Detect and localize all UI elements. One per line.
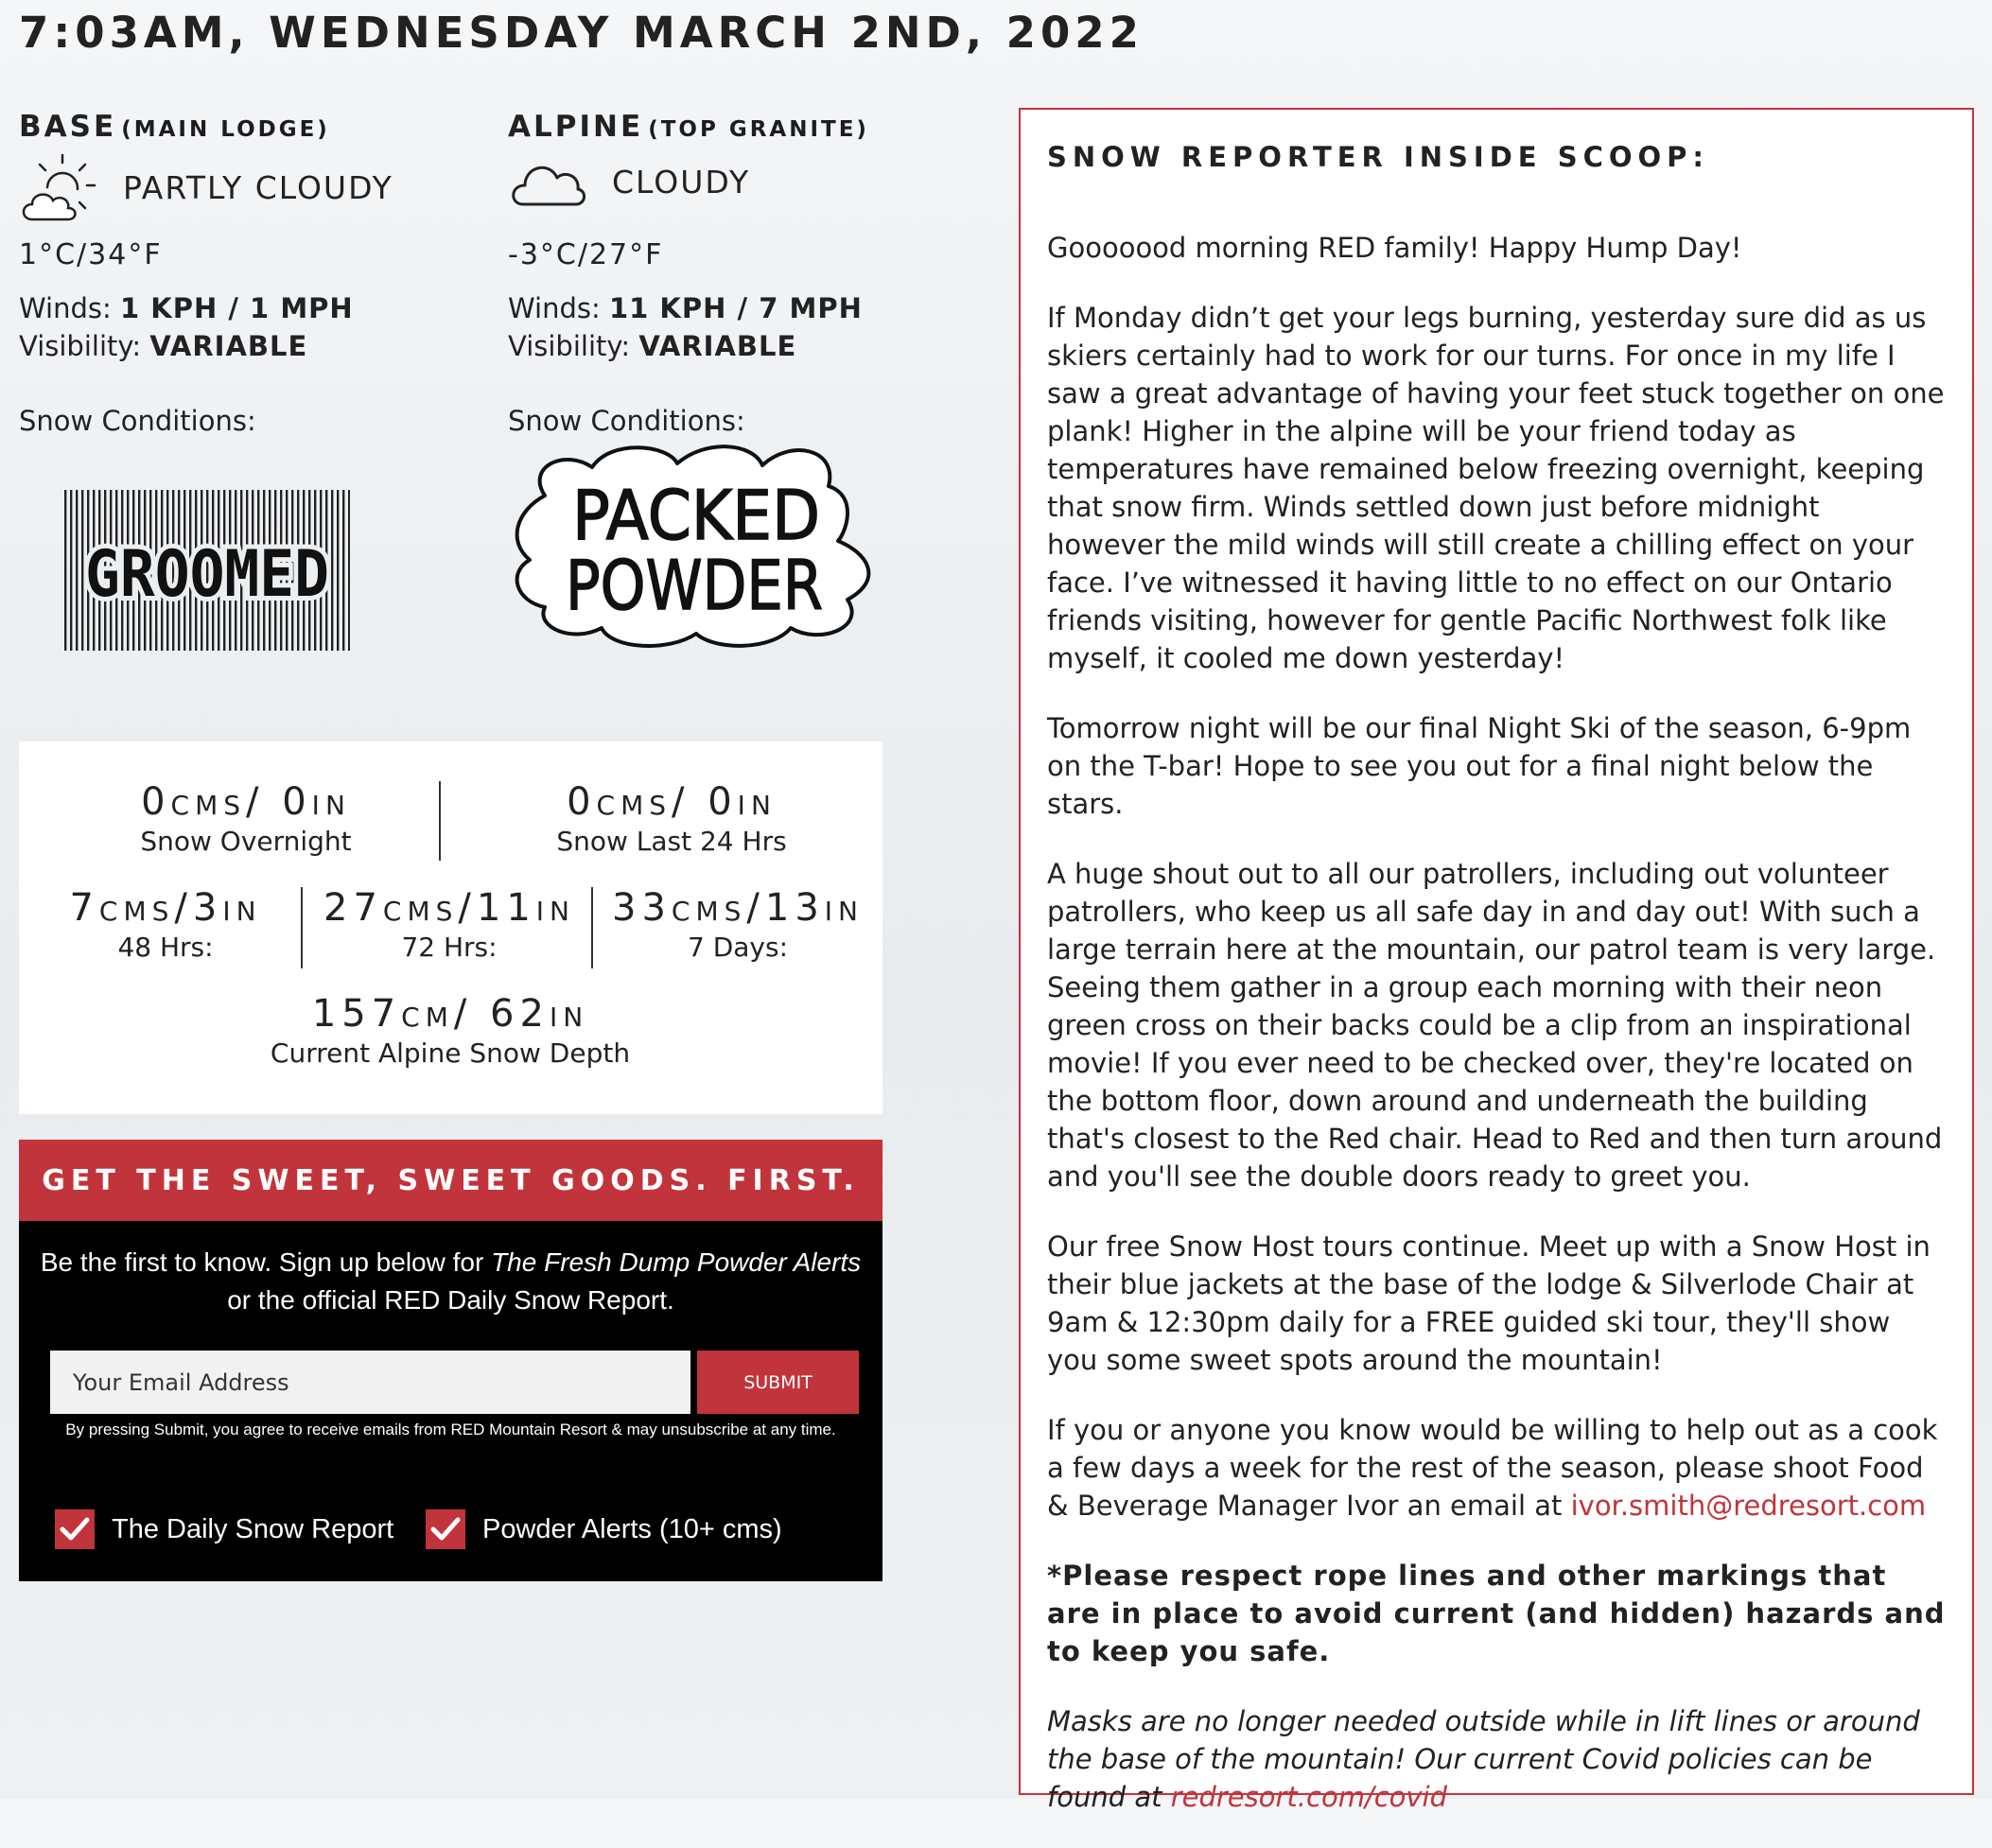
- stat-label: Current Alpine Snow Depth: [270, 1037, 631, 1069]
- partly-cloudy-icon: [19, 149, 98, 225]
- signup-form: [19, 1221, 882, 1581]
- stat-value: 0cms/ 0in: [567, 780, 777, 824]
- signup-text-a: Be the first to know. Sign up below for: [40, 1247, 492, 1277]
- alpine-winds: [508, 289, 863, 327]
- alpine-subtitle: (TOP GRANITE): [648, 117, 869, 142]
- signup-text-em: The Fresh Dump Powder Alerts: [491, 1247, 862, 1277]
- scoop-title: SNOW REPORTER INSIDE SCOOP:: [1047, 141, 1710, 173]
- email-link[interactable]: ivor.smith@redresort.com: [1570, 1490, 1927, 1522]
- scoop-paragraph: Tomorrow night will be our final Night Ski of the season, 6-9pm on the T-bar! Hope to see you out for a final night below the stars.: [1047, 712, 1912, 820]
- alpine-condition: [508, 153, 750, 210]
- base-temperature: 1°C/34°F: [19, 238, 163, 271]
- base-snow-conditions-label: Snow Conditions:: [19, 405, 256, 437]
- stat-value: 0cms/ 0in: [141, 780, 351, 824]
- base-condition: [19, 149, 393, 225]
- packed-powder-badge: [507, 439, 885, 653]
- alpine-title: ALPINE: [508, 110, 644, 144]
- visibility-label: Visibility:: [19, 330, 142, 362]
- stat-label: 48 Hrs:: [117, 932, 214, 963]
- divider: [301, 887, 303, 968]
- stat-snow-depth: [166, 991, 734, 1071]
- groomed-text: GROOMED: [85, 537, 329, 612]
- cloudy-icon: [508, 153, 587, 210]
- signup-description: [38, 1244, 864, 1319]
- alpine-temperature: -3°C/27°F: [508, 238, 664, 271]
- base-winds-value: 1 KPH / 1 MPH: [119, 292, 354, 324]
- stat-48-hrs: [28, 885, 303, 965]
- alpine-heading: [508, 110, 869, 144]
- stat-7-days: [596, 885, 880, 965]
- stat-value: 33cms/13in: [612, 886, 864, 930]
- powder-text: POWDER: [566, 546, 823, 625]
- winds-label: Winds:: [508, 292, 601, 324]
- checkmark-icon[interactable]: [55, 1509, 95, 1549]
- base-weather-details: [19, 289, 354, 365]
- stat-value: 7cms/3in: [69, 886, 262, 930]
- scoop-paragraph: A huge shout out to all our patrollers, including out volunteer patrollers, who keep us all safe day in and day out! With such a large terrain here at the mountain, our patrol team is very large. Seeing them gather in a group each morning with their neon green cross on their backs could be a clip from an inspirational movie! If you ever need to be checked over, they're located on the bottom floor, down around and underneath the building that's closest to the Red chair. Head to Red and then turn around and you'll see the double doors ready to greet you.: [1047, 858, 1943, 1193]
- base-title: BASE: [19, 110, 117, 144]
- signup-fine-print: By pressing Submit, you agree to receive emails from RED Mountain Resort & may unsubscribe at any time.: [65, 1421, 836, 1438]
- base-visibility: [19, 327, 354, 365]
- email-input[interactable]: [50, 1351, 690, 1414]
- covid-link[interactable]: redresort.com/covid: [1170, 1781, 1448, 1813]
- submit-button[interactable]: SUBMIT: [697, 1351, 859, 1414]
- alpine-visibility-value: VARIABLE: [638, 330, 797, 362]
- stat-label: 72 Hrs:: [401, 932, 498, 963]
- divider: [591, 887, 593, 968]
- daily-snow-report-checkbox[interactable]: [55, 1509, 393, 1549]
- groomed-badge: [64, 490, 350, 651]
- checkbox-label: Powder Alerts (10+ cms): [482, 1513, 782, 1544]
- stat-value: 27cms/11in: [323, 886, 575, 930]
- alpine-weather-details: [508, 289, 863, 365]
- divider: [439, 781, 441, 861]
- winds-label: Winds:: [19, 292, 112, 324]
- base-visibility-value: VARIABLE: [149, 330, 308, 362]
- scoop-paragraph: Gooooood morning RED family! Happy Hump Day!: [1047, 232, 1742, 264]
- visibility-label: Visibility:: [508, 330, 631, 362]
- scoop-paragraph: If Monday didn’t get your legs burning, yesterday sure did as us skiers certainly had to work for our turns. For once in my life I saw a great advantage of having your feet stuck together on one plank! Higher in the alpine will be your friend today as temperatures have remained below freezing overnight, keeping that snow firm. Winds settled down just before midnight however the mild winds will still create a chilling effect on your face. I’ve witnessed it having little to no effect on our Ontario friends visiting, however for gentle Pacific Northwest folk like myself, it cooled me down yesterday!: [1047, 302, 1945, 674]
- base-subtitle: (MAIN LODGE): [121, 117, 330, 142]
- base-heading: [19, 110, 330, 144]
- signup-heading: GET THE SWEET, SWEET GOODS. FIRST.: [19, 1140, 882, 1221]
- safety-notice: *Please respect rope lines and other markings that are in place to avoid current (and hidden) hazards and to keep you safe.: [1047, 1560, 1946, 1667]
- scoop-paragraph: Our free Snow Host tours continue. Meet up with a Snow Host in their blue jackets at the base of the lodge & Silverlode Chair at 9am & 12:30pm daily for a FREE guided ski tour, they'll show you some sweet spots around the mountain!: [1047, 1230, 1931, 1376]
- stat-value: 157cm/ 62in: [311, 992, 589, 1036]
- stat-72-hrs: [305, 885, 594, 965]
- packed-text: PACKED: [572, 476, 820, 555]
- checkbox-label: The Daily Snow Report: [112, 1513, 394, 1544]
- base-winds: [19, 289, 354, 327]
- scoop-text: Masks are no longer needed outside while in lift lines or around the base of the mountain! Our current Covid policies can be found at: [1047, 1705, 1920, 1813]
- snowfall-stats: [19, 741, 882, 1114]
- alpine-snow-conditions-label: Snow Conditions:: [508, 405, 745, 437]
- stat-label: 7 Days:: [687, 932, 789, 963]
- stat-snow-last-24: [482, 779, 861, 859]
- base-condition-label: PARTLY CLOUDY: [123, 168, 393, 206]
- stat-label: Snow Overnight: [140, 826, 352, 857]
- powder-alerts-checkbox[interactable]: [426, 1509, 782, 1549]
- signup-text-b: or the official RED Daily Snow Report.: [227, 1285, 674, 1315]
- report-datetime: 7:03AM, WEDNESDAY MARCH 2ND, 2022: [19, 8, 1144, 58]
- stat-label: Snow Last 24 Hrs: [556, 826, 787, 857]
- scoop-paragraph: [1047, 1411, 1946, 1525]
- scoop-text: If you or anyone you know would be willing to help out as a cook a few days a week for the rest of the season, please shoot Food & Beverage Manager Ivor an email at: [1047, 1414, 1938, 1522]
- covid-notice: [1047, 1702, 1946, 1816]
- stat-snow-overnight: [57, 779, 435, 859]
- checkmark-icon[interactable]: [426, 1509, 465, 1549]
- alpine-visibility: [508, 327, 863, 365]
- alpine-winds-value: 11 KPH / 7 MPH: [608, 292, 863, 324]
- alpine-condition-label: CLOUDY: [612, 163, 751, 200]
- inside-scoop-panel: [1019, 108, 1974, 1813]
